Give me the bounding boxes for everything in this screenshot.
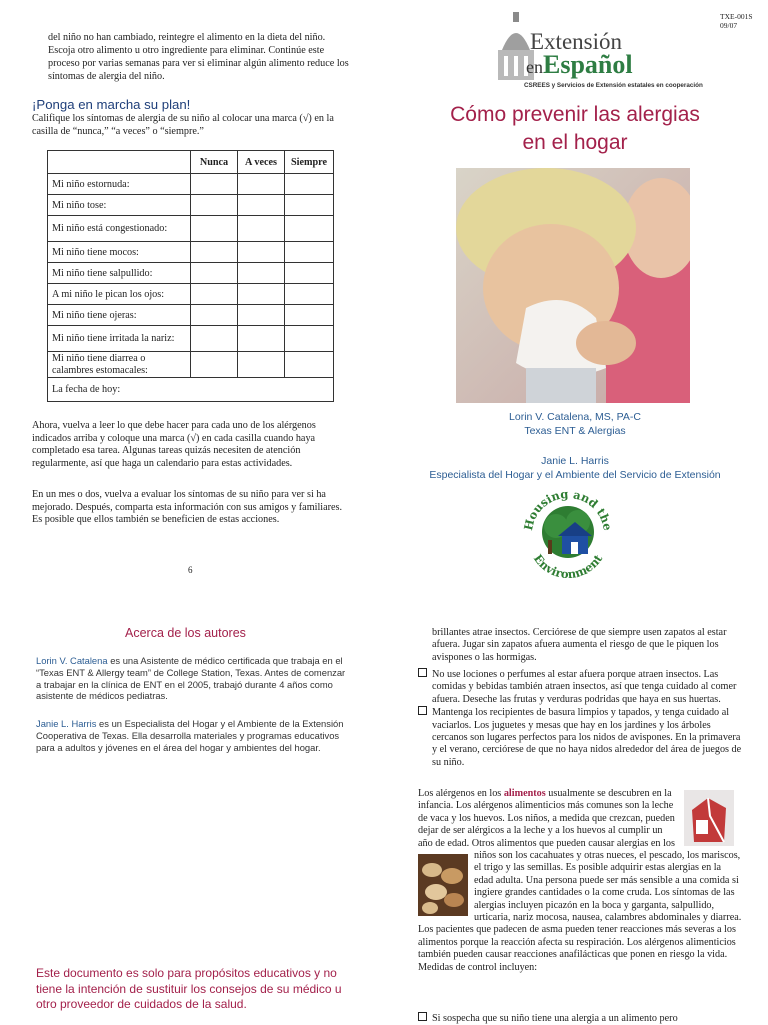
table-row — [48, 216, 334, 242]
row-label: Mi niño tiene salpullido: — [48, 263, 191, 284]
document-title — [420, 101, 730, 157]
checkbox-cell[interactable] — [285, 305, 334, 326]
table-row — [48, 326, 334, 352]
row-label: Mi niño está congestionado: — [48, 216, 191, 242]
intro-paragraph: del niño no han cambiado, reintegre el alimento en la dieta del niño. Escoja otro alimento u otro ingrediente para eliminar. Continúe este proceso por varias semanas para ver si eliminar algún alimento reduce los síntomas de alergia del niño. — [48, 32, 349, 82]
author-2 — [408, 454, 742, 482]
document-code — [720, 12, 753, 30]
svg-text:Environment — [531, 551, 606, 578]
checkbox-cell[interactable] — [191, 242, 238, 263]
author-1-name: Lorin V. Catalena, MS, PA-C — [509, 411, 641, 423]
table-row — [48, 352, 334, 378]
title-line-1: Cómo prevenir las alergias — [450, 103, 700, 126]
checkbox-cell[interactable] — [191, 305, 238, 326]
checkbox-icon — [418, 668, 427, 677]
author-2-affil: Especialista del Hogar y el Ambiente del Servicio de Extensión — [429, 469, 721, 481]
table-row — [48, 305, 334, 326]
page-number: 6 — [188, 565, 193, 575]
checkbox-cell[interactable] — [285, 284, 334, 305]
photo-illustration — [456, 168, 690, 403]
table-row — [48, 174, 334, 195]
milk-carton-image — [684, 790, 734, 846]
logo-en: en — [526, 57, 543, 77]
checkbox-cell[interactable] — [238, 195, 285, 216]
housing-logo-text — [518, 486, 618, 578]
checkbox-cell[interactable] — [285, 263, 334, 284]
checkbox-cell[interactable] — [238, 284, 285, 305]
table-header-a-veces: A veces — [238, 151, 285, 174]
last-bullet-text: Si sospecha que su niño tiene una alergia a un alimento pero — [432, 1013, 678, 1024]
food-allergens-paragraph — [418, 788, 742, 974]
checkbox-cell[interactable] — [191, 284, 238, 305]
title-line-2: en el hogar — [522, 131, 628, 154]
bio-1 — [36, 655, 352, 702]
checkbox-cell[interactable] — [238, 326, 285, 352]
disclaimer: Este documento es solo para propósitos educativos y no tiene la intención de sustituir los consejos de su médico u otro proveedor de cuidados de la salud. — [36, 966, 342, 1011]
housing-logo-bottom: Environment — [530, 551, 606, 578]
plan-instructions: Califique los síntomas de alergia de su niño al colocar una marca (√) en la casilla de “nunca,” “a veces” o “siempre.” — [32, 113, 334, 137]
checkbox-cell[interactable] — [191, 326, 238, 352]
checkbox-cell[interactable] — [285, 195, 334, 216]
author-1-affil: Texas ENT & Alergias — [524, 425, 626, 437]
table-header-siempre: Siempre — [285, 151, 334, 174]
checkbox-cell[interactable] — [238, 305, 285, 326]
continued-paragraph: brillantes atrae insectos. Cerciórese de que siempre usen zapatos al estar afuera. Jugar sin zapatos afuera aumenta el riesgo de que le piquen los avispones o las hormigas. — [432, 627, 727, 663]
symptom-checklist-table — [47, 150, 334, 402]
logo-tagline: CSREES y Servicios de Extensión estatales en cooperación — [524, 82, 703, 89]
last-bullet — [418, 1012, 742, 1025]
checkbox-cell[interactable] — [238, 352, 285, 378]
food-text-part: usualmente se descubren en la infancia. Los alérgenos alimenticios más comunes son la leche de vaca y los huevos. Los niños, a medida que crezcan, pueden dejar de ser alérgicos a la leche y a los huevos al cumplir un año de edad. Otros alimentos que pueden causar alergias en los niños son los cacahuates y otras nueces, el pescado, los mariscos, el trigo y las semillas. Es posible adquirir estas alergias en la edad adulta. Una persona puede ser más sensible a una comida si ingiere grandes cantidades o la come cruda. Los síntomas de las alergias incluyen picazón en la boca y garganta, salpullido, urticaria, nariz mocosa, nausea, calambres abdominales y diarrea. Los pacientes que padecen de asma pueden tener reacciones más severas a los alimentos porque la reacción afecta su respiración. Los alérgenos alimenticios también pueden causar reacciones anafilácticas que ponen en riesgo la vida. Medidas de control incluyen: — [418, 788, 742, 973]
checkbox-cell[interactable] — [191, 195, 238, 216]
checkbox-cell[interactable] — [285, 216, 334, 242]
table-row-date — [48, 378, 334, 402]
logo-word-extension: Extensión — [530, 29, 622, 54]
checkbox-cell[interactable] — [238, 263, 285, 284]
list-item — [418, 1012, 742, 1025]
checkbox-cell[interactable] — [191, 263, 238, 284]
checkbox-cell[interactable] — [285, 326, 334, 352]
checkbox-cell[interactable] — [285, 242, 334, 263]
food-keyword: alimentos — [503, 788, 546, 799]
plan-heading: ¡Ponga en marcha su plan! — [32, 97, 191, 112]
doc-code: TXE-001S — [720, 12, 753, 21]
extension-espanol-logo — [496, 12, 708, 98]
logo-espanol: Español — [543, 50, 633, 79]
checkbox-cell[interactable] — [285, 174, 334, 195]
author-2-name: Janie L. Harris — [541, 455, 609, 467]
table-row — [48, 263, 334, 284]
table-row — [48, 195, 334, 216]
table-header-row — [48, 151, 334, 174]
table-header-nunca: Nunca — [191, 151, 238, 174]
bio-2-name: Janie L. Harris — [36, 718, 97, 729]
checkbox-cell[interactable] — [238, 216, 285, 242]
row-label: A mi niño le pican los ojos: — [48, 284, 191, 305]
table-row — [48, 242, 334, 263]
nuts-image — [418, 854, 468, 916]
bio-2-text: es un Especialista del Hogar y el Ambiente de la Extensión Cooperativa de Texas. Ella desarrolla materiales y programas educativos para a adultos y jóvenes en el área del hogar y ambientes del hogar. — [36, 718, 344, 753]
bio-2 — [36, 718, 352, 753]
row-label: Mi niño tiene ojeras: — [48, 305, 191, 326]
housing-logo-top: Housing and the — [521, 486, 615, 532]
checkbox-cell[interactable] — [191, 216, 238, 242]
table-row — [48, 284, 334, 305]
food-lead: Los alérgenos en los — [418, 788, 504, 799]
checkbox-cell[interactable] — [238, 242, 285, 263]
housing-environment-logo — [518, 486, 618, 578]
svg-text:Housing and the — [521, 487, 615, 532]
milk-carton-icon — [684, 790, 734, 846]
bullet-1-text: No use lociones o perfumes al estar afuera porque atraen insectos. Las comidas y bebidas también atraen insectos, así que tenga cuidado al comer afuera. Deseche las frutas y verduras podridas que haya en sus huertas. — [432, 669, 737, 705]
row-label: Mi niño estornuda: — [48, 174, 191, 195]
list-item — [418, 706, 742, 769]
date-label[interactable]: La fecha de hoy: — [48, 378, 334, 402]
mes-paragraph: En un mes o dos, vuelva a evaluar los síntomas de su niño para ver si ha mejorado. Después, comparta esta información con sus amigos y familiares. Es posible que ellos también se beneficien de estas acciones. — [32, 489, 343, 526]
checkbox-icon — [418, 706, 427, 715]
logo-word-espanol — [526, 52, 633, 80]
bio-1-name: Lorin V. Catalena — [36, 655, 108, 666]
checkbox-cell[interactable] — [191, 174, 238, 195]
author-1 — [408, 410, 742, 438]
about-heading: Acerca de los autores — [125, 626, 246, 640]
doc-date: 09/07 — [720, 21, 738, 30]
checkbox-cell[interactable] — [191, 352, 238, 378]
checkbox-cell[interactable] — [285, 352, 334, 378]
child-sneezing-photo — [456, 168, 690, 403]
row-label: Mi niño tiene irritada la nariz: — [48, 326, 191, 352]
checkbox-icon — [418, 1012, 427, 1021]
list-item — [418, 668, 742, 706]
bullet-list — [418, 668, 742, 769]
row-label: Mi niño tiene mocos: — [48, 242, 191, 263]
table-header-blank — [48, 151, 191, 174]
nuts-icon — [418, 854, 468, 916]
row-label: Mi niño tose: — [48, 195, 191, 216]
checkbox-cell[interactable] — [238, 174, 285, 195]
row-label: Mi niño tiene diarrea o calambres estomacales: — [48, 352, 191, 378]
ahora-paragraph: Ahora, vuelva a leer lo que debe hacer para cada uno de los alérgenos indicados arriba y coloque una marca (√) en cada casilla cuando haya completado esa tarea. Algunas tareas quizás necesiten de atención regularmente, así que haga un calendario para estas actividades. — [32, 420, 316, 469]
bio-1-text: es una Asistente de médico certificada que trabaja en el “Texas ENT & Allergy team” de College Station, Texas. Antes de comenzar a trabajar en la clínica de ENT en el 2005, trabajó durante 4 años como asistente de médicos pediatras. — [36, 655, 346, 702]
bullet-2-text: Mantenga los recipientes de basura limpios y tapados, y tenga cuidado al vaciarlos. Los juguetes y mesas que hay en los jardines y los árboles cercanos son lugares perfectos para los nidos de avispones. En la primavera y el verano, cerciórese de que no haya nidos alrededor del área de juegos de su niño. — [432, 707, 742, 768]
